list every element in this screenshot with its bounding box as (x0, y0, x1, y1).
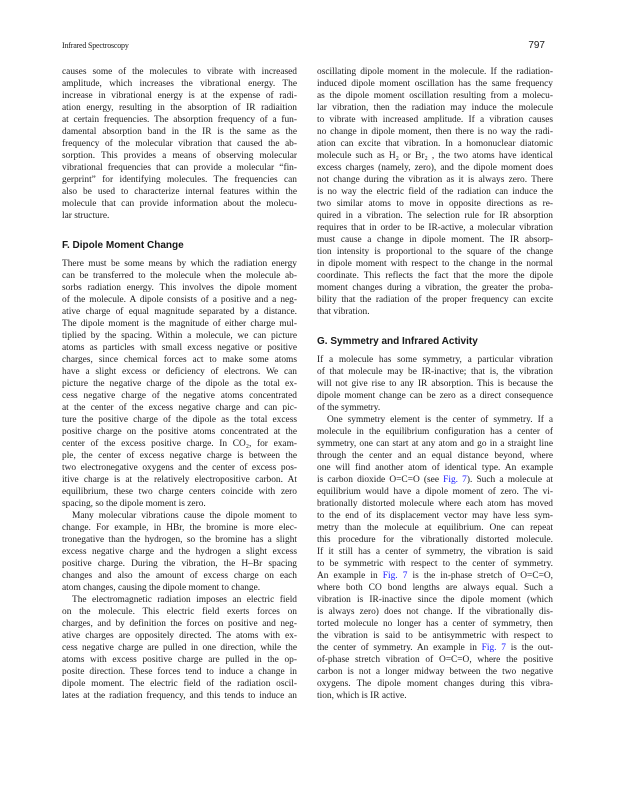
text-line: tion intensity is proportional to the square of the change (317, 247, 553, 257)
text-line: not change during the vibration as it is always zero. There (317, 175, 553, 185)
text-line: cess negative charge of the negative atoms concentrated (62, 391, 297, 401)
text-line: ation energy, resulting in the absorption of IR radiaition (62, 103, 297, 113)
text-line: atoms as particles with small excess negative or positive (62, 343, 297, 353)
text-line: excess negative charge and the hydrogen a slight excess (62, 547, 297, 557)
text-line: dipole moment. The electric field of the radiation oscil- (62, 679, 297, 689)
text-line: of the symmetry. (317, 403, 381, 413)
text-segment: is the in-phase stretch of O=C=O, (407, 571, 553, 581)
text-line: ation can excite that vibration. In a homonuclear diatomic (317, 139, 553, 149)
figure-link[interactable]: Fig. 7 (481, 643, 506, 653)
text-line: sorbs radiation energy. This involves the dipole moment (62, 283, 297, 293)
text-line: itive charge is at the relatively electropositive carbon. At (62, 475, 297, 485)
text-line: have a slight excess or deficiency of electrons. We can (62, 367, 297, 377)
text-line: metry than the molecule at equilibrium. One can repeat (317, 523, 553, 533)
text-line: to the end of its displacement vector may have less sym- (317, 511, 553, 521)
section-heading: G. Symmetry and Infrared Activity (317, 336, 478, 347)
text-line: changes and also the amount of excess charge on each (62, 571, 297, 581)
text-line: carbon is not a longer midway between the two negative (317, 667, 553, 677)
text-line: tronegative than the hydrogen, so the bromine has a slight (62, 535, 297, 545)
left-column (62, 66, 297, 702)
text-segment: is the out- (505, 643, 553, 653)
running-head-title: Infrared Spectroscopy (62, 41, 129, 50)
text-line: center of the excess positive charge. In CO₂, for exam- (62, 439, 297, 449)
text-line: as the dipole moment oscillation resulting from a molecu- (317, 91, 553, 101)
text-line: through the center and an equal distance beyond, where (317, 451, 553, 461)
text-line: atom changes, causing the dipole moment to change. (62, 583, 261, 593)
figure-link[interactable]: Fig. 7 (382, 571, 408, 581)
page-number: 797 (528, 40, 545, 51)
text-line: will not give rise to any IR absorption. This is because the (317, 379, 553, 389)
text-line: lar vibration, then the radiation may induce the molecule (317, 103, 553, 113)
text-line: moment changes during a vibration, the greater the proba- (317, 283, 553, 293)
text-line: vibrational frequencies that can provide a molecular “fin- (62, 163, 297, 173)
text-line: The dipole moment is the magnitude of either charge mul- (62, 319, 297, 329)
text-line: Many molecular vibrations cause the dipole moment to (72, 511, 297, 521)
text-line: oxygens. The dipole moment changes during this vibra- (317, 679, 553, 689)
text-line: amplitude, which increases the vibrational energy. The (62, 79, 297, 89)
section-heading: F. Dipole Moment Change (62, 240, 184, 251)
text-line (317, 474, 553, 486)
text-line: two similar atoms to move in opposite directions as re- (317, 199, 553, 209)
text-line: increase in vibrational energy is at the expense of radi- (62, 91, 297, 101)
text-segment: is carbon dioxide O=C=O (see (317, 475, 444, 485)
text-line: this procedure for the vibrationally distorted molecule. (317, 535, 553, 545)
text-line: is no way the electric field of the radiation can induce the (317, 187, 553, 197)
text-line: torted molecule no longer has a center of symmetry, then (317, 619, 553, 629)
text-line: ple, the center of excess negative charge is between the (62, 451, 297, 461)
text-line: at the center of the excess negative charge and can pic- (62, 403, 297, 413)
text-line: to be symmetric with respect to the center of symmetry. (317, 559, 553, 569)
text-line: sorption. This provides a means of observing molecular (62, 151, 297, 161)
right-column (317, 66, 553, 702)
figure-link[interactable]: Fig. 7 (443, 475, 467, 485)
text-line: change. For example, in HBr, the bromine is more elec- (62, 523, 297, 533)
paragraph (62, 510, 297, 594)
text-line: induced dipole moment oscillation has the same frequency (317, 79, 553, 89)
paragraph (62, 258, 297, 510)
text-line: coordinate. This reflects the fact that the more the dipole (317, 271, 553, 281)
text-line: the vibration is said to be antisymmetric with respect to (317, 631, 553, 641)
text-line: bility that the radiation of the proper frequency can excite (317, 295, 553, 305)
text-line: requires that in order to be IR-active, a molecular vibration (317, 223, 553, 233)
text-line: symmetry, one can start at any atom and go in a straight line (317, 439, 553, 449)
text-line: There must be some means by which the radiation energy (62, 259, 297, 269)
text-line: ative charge of equal magnitude separated by a distance. (62, 307, 297, 317)
text-line: equilibrium would have a dipole moment of zero. The vi- (317, 487, 553, 497)
text-line: positive charge. During the vibration, the H–Br spacing (62, 559, 297, 569)
text-line: in dipole moment with respect to the change in the normal (317, 259, 553, 269)
text-line: charges, and by definition the forces on positive and neg- (62, 619, 297, 629)
text-line: equilibrium, these two charge centers coincide with zero (62, 487, 297, 497)
text-line: posite direction. These forces tend to induce a change in (62, 667, 297, 677)
text-line: charges, since chemical forces act to make some atoms (62, 355, 297, 365)
text-line: gerprint” for identifying molecules. The frequencies can (62, 175, 297, 185)
text-line (317, 570, 553, 582)
text-line: of that molecule may be IR-inactive; that is, the vibration (317, 367, 553, 377)
text-line: frequency of the molecular vibration that caused the ab- (62, 139, 297, 149)
text-line: that vibration. (317, 307, 370, 317)
paragraph (62, 66, 297, 222)
text-line: causes some of the molecules to vibrate with increased (62, 67, 297, 77)
text-line: ative charges are oppositely directed. The atoms with ex- (62, 631, 297, 641)
text-line: molecule in the equilibrium configuration has a center of (317, 427, 553, 437)
text-line: one will find another atom of identical type. An example (317, 463, 553, 473)
text-line: ture the positive charge of the dipole as the total excess (62, 415, 297, 425)
text-line: vibration is IR-inactive since the dipole moment (which (317, 595, 553, 605)
text-line: excess charges (namely, zero), and the dipole moment does (317, 163, 553, 173)
text-line: One symmetry element is the center of symmetry. If a (327, 415, 553, 425)
text-line: two electronegative oxygens and the center of excess pos- (62, 463, 297, 473)
text-line: is always zero) does not change. If the vibrationally dis- (317, 607, 553, 617)
text-line: must cause a change in dipole moment. The IR absorp- (317, 235, 553, 245)
paragraph (317, 414, 553, 702)
text-line: cess negative charge are pulled in one direction, while the (62, 643, 297, 653)
text-line: also be used to characterize internal features within the (62, 187, 297, 197)
text-line: molecule that can provide information about the molecu- (62, 199, 297, 209)
text-line: of-phase stretch vibration of O=C=O, where the positive (317, 655, 553, 665)
text-line: quired in a vibration. The selection rule for IR absorption (317, 211, 553, 221)
text-segment: ). Such a molecule at (466, 475, 553, 485)
text-line: dipole moment change can be zero as a direct consequence (317, 391, 553, 401)
text-line: on the molecule. This electric field exerts forces on (62, 607, 297, 617)
text-line: can be transferred to the molecule when the molecule ab- (62, 271, 297, 281)
text-segment: An example in (317, 571, 383, 581)
text-line: where both CO bond lengths are always equal. Such a (317, 583, 553, 593)
text-line: The electromagnetic radiation imposes an electric field (72, 595, 297, 605)
text-line: lar structure. (62, 211, 110, 221)
text-line: picture the negative charge of the dipole as the total ex- (62, 379, 297, 389)
paragraph (317, 354, 553, 414)
text-line: oscillating dipole moment in the molecule. If the radiation- (317, 67, 553, 77)
text-line: positive charge on the positive atoms concentrated at the (62, 427, 297, 437)
paragraph (317, 66, 553, 318)
paragraph (62, 594, 297, 702)
text-line: to vibrate with increased amplitude. If a vibration causes (317, 115, 553, 125)
text-line: brationally distorted molecule where each atom has moved (317, 499, 553, 509)
text-line: molecule such as H₂ or Br₂ , the two atoms have identical (317, 151, 553, 161)
text-line: of the molecule. A dipole consists of a positive and a neg- (62, 295, 297, 305)
text-line: spacing, so the dipole moment is zero. (62, 499, 206, 509)
text-segment: the center of symmetry. An example in (317, 643, 482, 653)
text-line: tion, which is IR active. (317, 691, 407, 701)
text-line: If a molecule has some symmetry, a particular vibration (317, 355, 553, 365)
text-line: If it still has a center of symmetry, the vibration is said (317, 547, 553, 557)
text-line: damental absorption band in the IR is the same as the (62, 127, 297, 137)
text-line: atoms with excess positive charge are pulled in the op- (62, 655, 297, 665)
text-line: at certain frequencies. The absorption frequency of a fun- (62, 115, 297, 125)
text-line: lates at the radiation frequency, and this tends to induce an (62, 691, 297, 701)
text-line: no change in dipole moment, then there is no way the radi- (317, 127, 553, 137)
text-line: tiplied by the spacing. Within a molecule, we can picture (62, 331, 297, 341)
text-line (317, 642, 553, 654)
